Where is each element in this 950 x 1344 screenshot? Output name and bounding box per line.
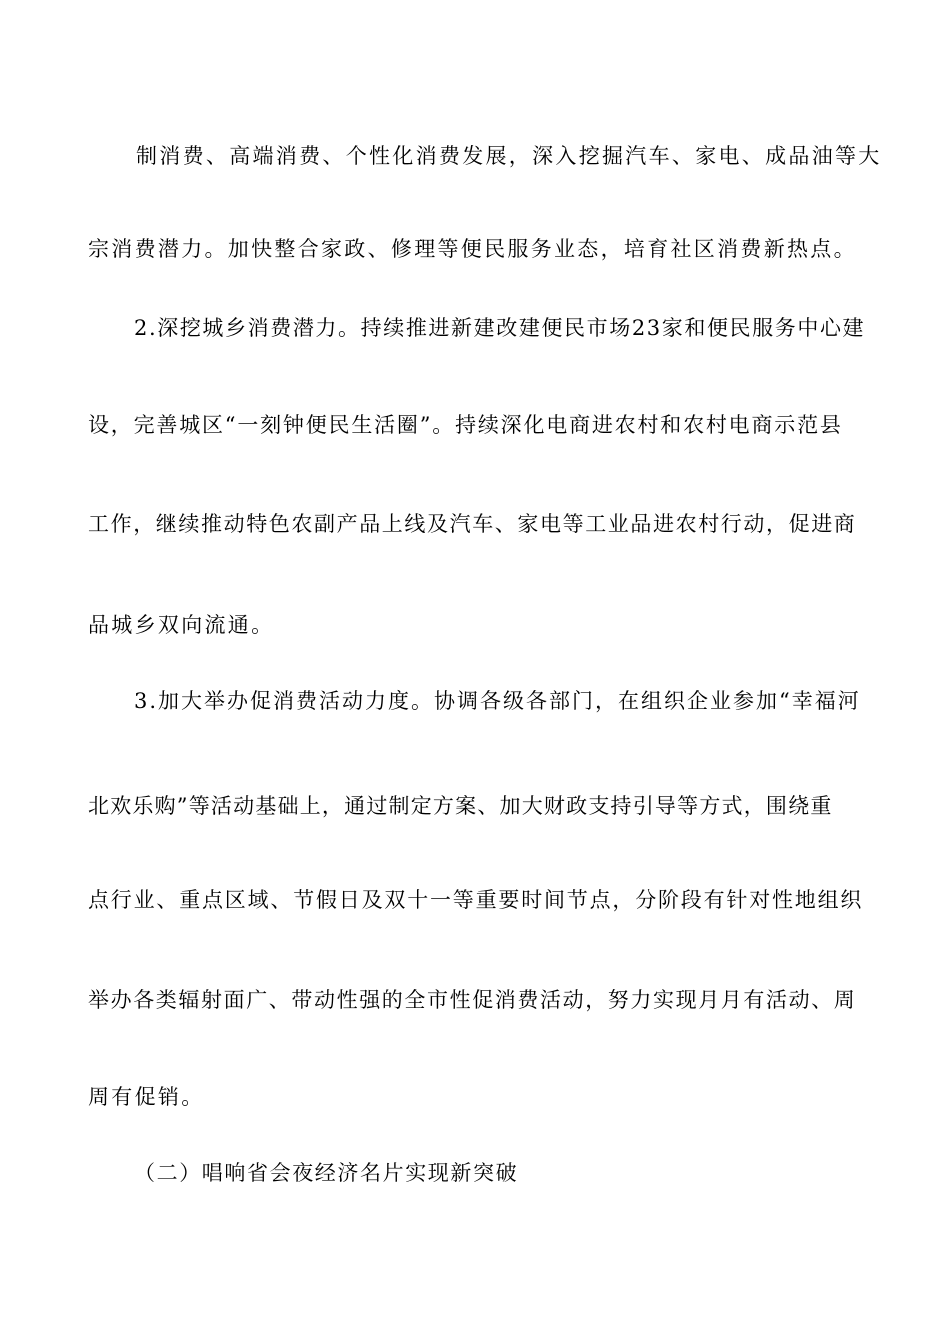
paragraph-line: 工作，继续推动特色农副产品上线及汽车、家电等工业品进农村行动，促进商 bbox=[88, 512, 857, 536]
paragraph-line: 北欢乐购”等活动基础上，通过制定方案、加大财政支持引导等方式，围绕重 bbox=[88, 794, 833, 818]
paragraph-line: 2.深挖城乡消费潜力。持续推进新建改建便民市场23家和便民服务中心建 bbox=[134, 316, 866, 340]
paragraph-line: 点行业、重点区域、节假日及双十一等重要时间节点，分阶段有针对性地组织 bbox=[88, 888, 864, 912]
paragraph-line: 宗消费潜力。加快整合家政、修理等便民服务业态，培育社区消费新热点。 bbox=[88, 237, 857, 261]
paragraph-line: 设，完善城区“一刻钟便民生活圈”。持续深化电商进农村和农村电商示范县 bbox=[88, 413, 843, 437]
paragraph-line: 品城乡双向流通。 bbox=[88, 613, 275, 637]
section-heading: （二）唱响省会夜经济名片实现新突破 bbox=[134, 1161, 519, 1185]
paragraph-line: 周有促销。 bbox=[88, 1085, 205, 1109]
paragraph-line: 3.加大举办促消费活动力度。协调各级各部门，在组织企业参加“幸福河 bbox=[134, 689, 861, 713]
paragraph-line: 举办各类辐射面广、带动性强的全市性促消费活动，努力实现月月有活动、周 bbox=[88, 988, 857, 1012]
paragraph-line: 制消费、高端消费、个性化消费发展，深入挖掘汽车、家电、成品油等大 bbox=[136, 144, 882, 168]
